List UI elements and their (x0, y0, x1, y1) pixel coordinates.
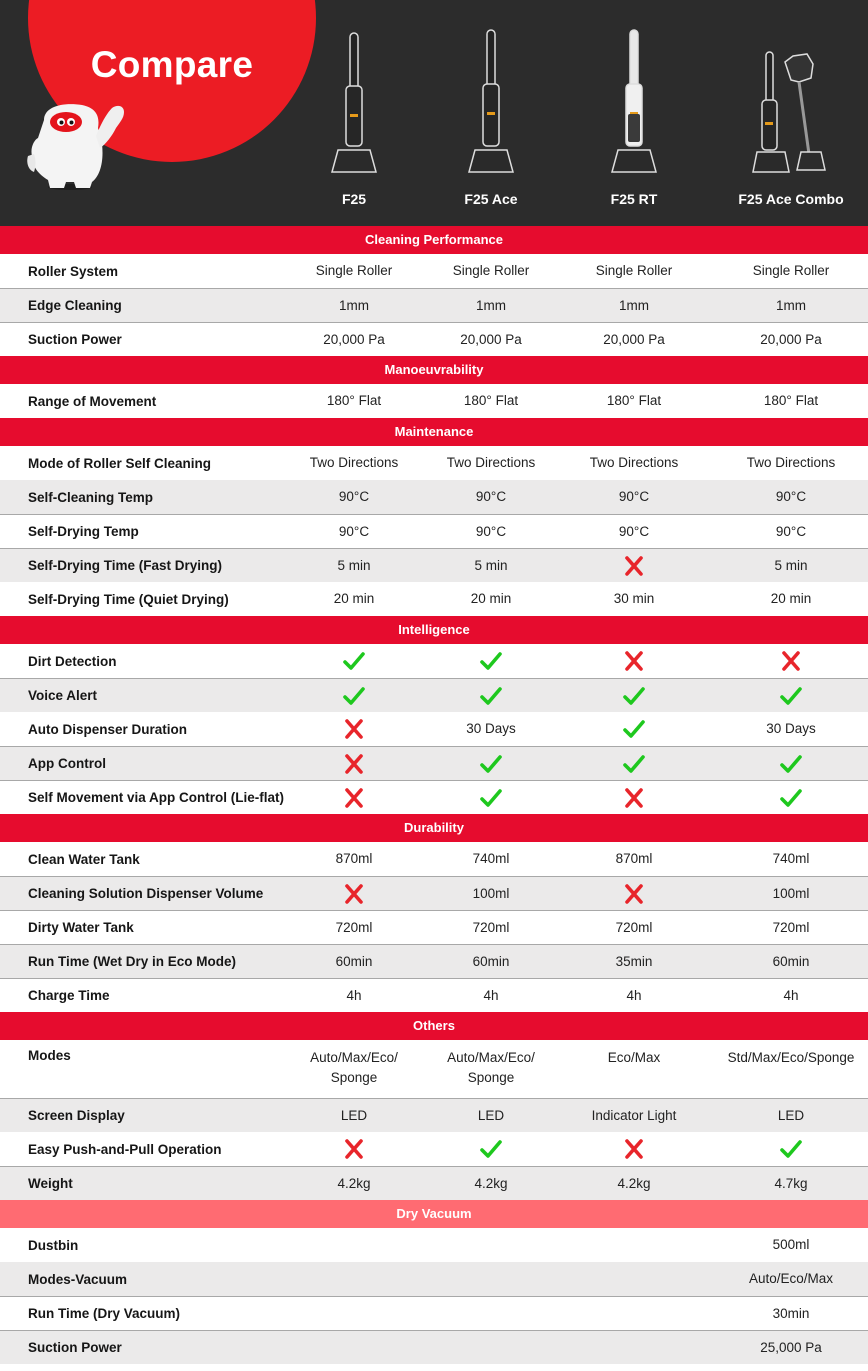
row-label: Dustbin (28, 1237, 79, 1253)
check-icon (421, 685, 561, 707)
check-icon (721, 1138, 861, 1160)
cell-value: 90°C (775, 523, 807, 539)
cell-value: 4h (346, 987, 362, 1003)
check-icon (284, 650, 424, 672)
cell-value: 100ml (472, 885, 510, 901)
table-row (0, 446, 868, 480)
cross-icon (564, 650, 704, 672)
check-icon (284, 685, 424, 707)
cell-value: 740ml (472, 851, 510, 866)
row-label: Charge Time (28, 988, 110, 1003)
product-name: F25 RT (610, 191, 658, 207)
comparison-table (0, 226, 868, 1364)
cell-value: 20 min (770, 591, 812, 606)
product-f25[interactable] (284, 24, 424, 214)
table-row (0, 1040, 868, 1098)
cell-value: 740ml (772, 851, 810, 866)
cell-value: 35min (615, 953, 653, 969)
cell-value: Auto/Eco/Max (748, 1271, 834, 1286)
check-icon (421, 1138, 561, 1160)
row-label: Dirty Water Tank (28, 920, 134, 935)
row-label: Voice Alert (28, 688, 98, 703)
cross-icon (564, 1138, 704, 1160)
table-row (0, 1132, 868, 1166)
row-label: Suction Power (28, 332, 122, 347)
table-row (0, 582, 868, 616)
cell-value: 100ml (772, 885, 810, 901)
section-header: Manoeuvrability (0, 356, 868, 384)
cell-value: Auto/Max/Eco/ Sponge (447, 1050, 535, 1085)
check-icon (421, 650, 561, 672)
table-row (0, 1330, 868, 1364)
table-row (0, 1098, 868, 1132)
cell-value: 90°C (338, 523, 370, 539)
cell-value: Two Directions (589, 455, 679, 470)
cell-value: 870ml (615, 851, 653, 866)
vacuum-product-image (564, 24, 704, 184)
check-icon (564, 753, 704, 775)
cell-value: 1mm (476, 297, 506, 313)
row-label: Cleaning Solution Dispenser Volume (28, 886, 264, 901)
table-row (0, 842, 868, 876)
cell-value: 90°C (775, 489, 807, 504)
cell-value: 500ml (772, 1237, 810, 1252)
check-icon (721, 787, 861, 809)
cell-value: Single Roller (752, 263, 830, 278)
section-header: Dry Vacuum (0, 1200, 868, 1228)
table-row (0, 910, 868, 944)
cross-icon (284, 883, 424, 905)
cell-value: 180° Flat (763, 393, 819, 408)
cell-value: 4.2kg (474, 1175, 508, 1191)
cell-value: LED (477, 1107, 505, 1123)
cell-value: 720ml (472, 919, 510, 935)
waving-mascot-icon (24, 100, 136, 192)
row-label: Modes-Vacuum (28, 1271, 128, 1287)
table-row (0, 746, 868, 780)
row-label: Dirt Detection (28, 653, 117, 669)
section-header: Others (0, 1012, 868, 1040)
row-label: Self-Drying Time (Fast Drying) (28, 558, 223, 573)
cross-icon (284, 1138, 424, 1160)
table-row (0, 384, 868, 418)
table-row (0, 978, 868, 1012)
cell-value: 180° Flat (606, 393, 662, 408)
cell-value: 60min (472, 953, 510, 969)
cross-icon (284, 787, 424, 809)
row-label: Self Movement via App Control (Lie-flat) (28, 790, 285, 805)
hero-banner (0, 0, 868, 226)
row-label: App Control (28, 756, 106, 771)
cell-value: 5 min (474, 557, 508, 573)
cell-value: Two Directions (446, 455, 536, 470)
cell-value: Two Directions (746, 455, 836, 470)
row-label: Clean Water Tank (28, 851, 140, 867)
table-row (0, 480, 868, 514)
cell-value: 90°C (475, 489, 507, 504)
check-icon (721, 753, 861, 775)
table-row (0, 780, 868, 814)
cell-value: 60min (335, 953, 373, 969)
cell-value: 1mm (776, 297, 806, 313)
table-row (0, 1166, 868, 1200)
row-label: Screen Display (28, 1108, 125, 1123)
cross-icon (564, 555, 704, 577)
section-header: Durability (0, 814, 868, 842)
row-label: Range of Movement (28, 393, 157, 409)
table-row (0, 678, 868, 712)
cross-icon (721, 650, 861, 672)
check-icon (421, 787, 561, 809)
cell-value: 4h (626, 987, 642, 1003)
cross-icon (284, 753, 424, 775)
cell-value: 1mm (339, 297, 369, 313)
cell-value: 20 min (470, 591, 512, 606)
section-header: Cleaning Performance (0, 226, 868, 254)
table-row (0, 254, 868, 288)
cell-value: 20,000 Pa (603, 331, 665, 347)
table-row (0, 322, 868, 356)
cell-value: 180° Flat (463, 393, 519, 408)
row-label: Edge Cleaning (28, 298, 122, 313)
cell-value: Single Roller (595, 263, 673, 278)
cell-value: Eco/Max (607, 1050, 661, 1065)
product-name: F25 (341, 191, 367, 207)
cell-value: 5 min (774, 557, 808, 573)
cell-value: 1mm (619, 297, 649, 313)
row-label: Self-Cleaning Temp (28, 489, 154, 505)
product-f25-ace-combo[interactable] (721, 24, 861, 214)
cell-value: LED (777, 1107, 805, 1123)
cell-value: 4.2kg (617, 1175, 651, 1191)
cell-value: 4h (783, 987, 799, 1003)
row-label: Easy Push-and-Pull Operation (28, 1141, 222, 1157)
row-label: Self-Drying Time (Quiet Drying) (28, 591, 229, 607)
cross-icon (284, 718, 424, 740)
cell-value: 60min (772, 953, 810, 969)
cell-value: 90°C (475, 523, 507, 539)
cell-value: 4h (483, 987, 499, 1003)
cell-value: Indicator Light (591, 1107, 677, 1123)
check-icon (721, 685, 861, 707)
cell-value: Auto/Max/Eco/ Sponge (310, 1050, 398, 1085)
cell-value: 720ml (335, 919, 373, 935)
row-label: Auto Dispenser Duration (28, 721, 188, 737)
vacuum-product-image (284, 24, 424, 184)
cell-value: 180° Flat (326, 393, 382, 408)
product-f25-ace[interactable] (421, 24, 561, 214)
product-name: F25 Ace (464, 191, 518, 207)
table-row (0, 944, 868, 978)
cell-value: 5 min (337, 557, 371, 573)
check-icon (564, 685, 704, 707)
cell-value: Single Roller (315, 263, 393, 278)
check-icon (564, 718, 704, 740)
cell-value: 20,000 Pa (460, 331, 522, 347)
section-header: Intelligence (0, 616, 868, 644)
check-icon (421, 753, 561, 775)
table-row (0, 514, 868, 548)
cell-value: 30 Days (766, 721, 816, 736)
row-label: Suction Power (28, 1340, 122, 1355)
cell-value: 25,000 Pa (760, 1339, 822, 1355)
cell-value: 20,000 Pa (323, 331, 385, 347)
cell-value: 90°C (338, 489, 370, 504)
table-row (0, 288, 868, 322)
vacuum-product-image (421, 24, 561, 184)
cell-value: 720ml (772, 919, 810, 935)
table-row (0, 644, 868, 678)
cell-value: LED (340, 1107, 368, 1123)
row-label: Run Time (Dry Vacuum) (28, 1306, 181, 1321)
table-row (0, 1296, 868, 1330)
cell-value: 30 Days (466, 721, 516, 736)
cross-icon (564, 787, 704, 809)
section-header: Maintenance (0, 418, 868, 446)
cell-value: 90°C (618, 523, 650, 539)
cell-value: Std/Max/Eco/Sponge (727, 1050, 855, 1065)
cell-value: Two Directions (309, 455, 399, 470)
row-label: Mode of Roller Self Cleaning (28, 455, 212, 471)
cell-value: 90°C (618, 489, 650, 504)
row-label: Roller System (28, 263, 119, 279)
table-row (0, 876, 868, 910)
row-label: Modes (28, 1048, 71, 1063)
table-row (0, 548, 868, 582)
cell-value: 30min (772, 1305, 810, 1321)
cross-icon (564, 883, 704, 905)
row-label: Weight (28, 1176, 73, 1191)
cell-value: 870ml (335, 851, 373, 866)
product-name: F25 Ace Combo (738, 191, 844, 207)
vacuum-product-image (721, 24, 861, 184)
cell-value: 720ml (615, 919, 653, 935)
row-label: Self-Drying Temp (28, 524, 139, 539)
cell-value: 20 min (333, 591, 375, 606)
cell-value: 4.2kg (337, 1175, 371, 1191)
cell-value: Single Roller (452, 263, 530, 278)
cell-value: 20,000 Pa (760, 331, 822, 347)
page-title: Compare (90, 44, 254, 85)
table-row (0, 1228, 868, 1262)
cell-value: 4.7kg (774, 1175, 808, 1191)
table-row (0, 1262, 868, 1296)
cell-value: 30 min (613, 591, 655, 606)
product-f25-rt[interactable] (564, 24, 704, 214)
row-label: Run Time (Wet Dry in Eco Mode) (28, 954, 237, 969)
table-row (0, 712, 868, 746)
